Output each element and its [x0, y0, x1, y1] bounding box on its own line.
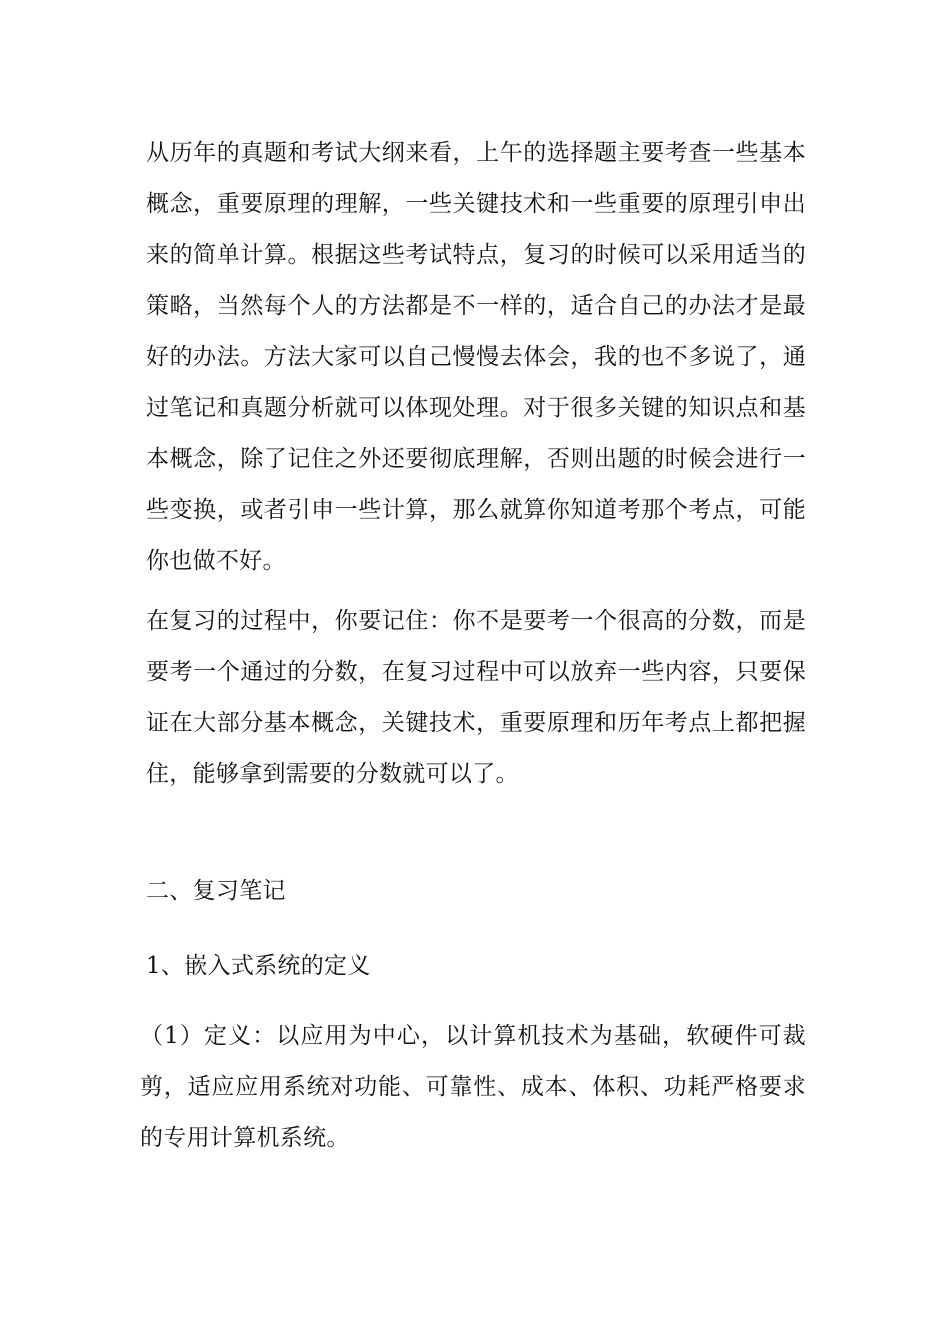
- definition-paragraph: （1）定义：以应用为中心，以计算机技术为基础，软硬件可裁剪，适应应用系统对功能、可靠性、成本、体积、功耗严格要求的专用计算机系统。: [140, 1023, 806, 1151]
- intro-paragraph: 从历年的真题和考试大纲来看，上午的选择题主要考查一些基本概念，重要原理的理解，一些关键技术和一些重要的原理引申出来的简单计算。根据这些考试特点，复习的时候可以采用适当的策略，当然每个人的方法都是不一样的，适合自己的办法才是最好的办法。方法大家可以自己慢慢去体会，我的也不多说了，通过笔记和真题分析就可以体现处理。对于很多关键的知识点和基本概念，除了记住之外还要彻底理解，否则出题的时候会进行一些变换，或者引申一些计算，那么就算你知道考那个考点，可能你也做不好。: [146, 140, 806, 574]
- section-heading: 二、复习笔记: [146, 878, 286, 904]
- subsection-heading: 1、嵌入式系统的定义: [146, 953, 371, 979]
- review-advice-paragraph: 在复习的过程中，你要记住：你不是要考一个很高的分数，而是要考一个通过的分数，在复习过程中可以放弃一些内容，只要保证在大部分基本概念，关键技术，重要原理和历年考点上都把握住，能够拿到需要的分数就可以了。: [146, 608, 806, 787]
